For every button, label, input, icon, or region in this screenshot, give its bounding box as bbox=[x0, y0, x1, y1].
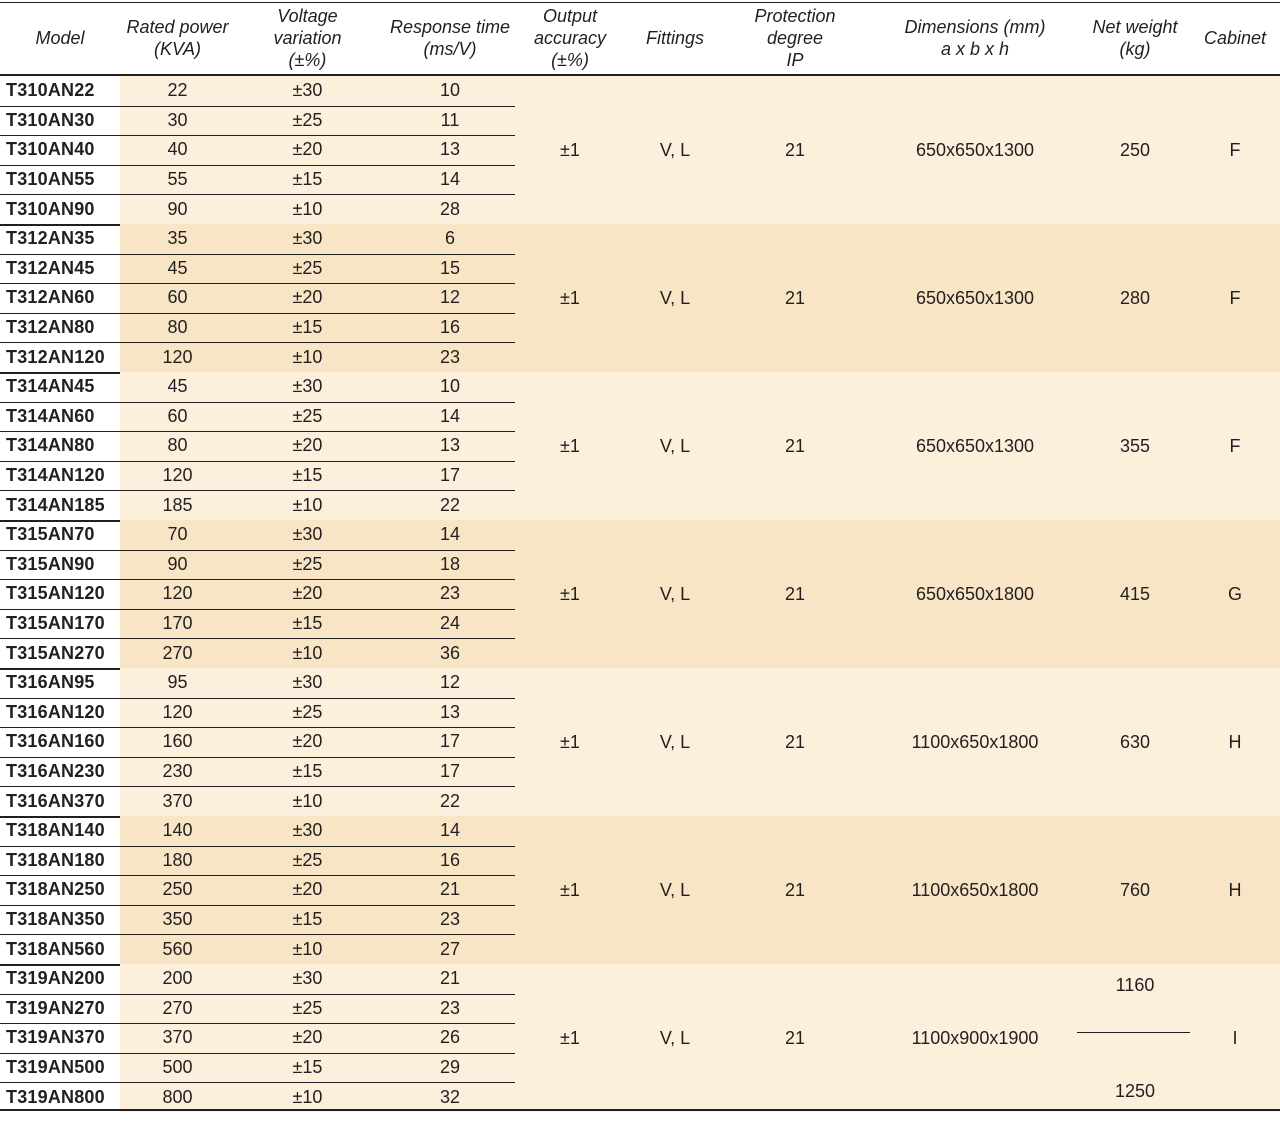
ip-cell: 21 bbox=[784, 731, 806, 752]
fittings-cell: V, L bbox=[659, 879, 691, 900]
power-cell: 40 bbox=[167, 139, 188, 160]
power-cell: 90 bbox=[167, 198, 188, 219]
weight-cell: 280 bbox=[1119, 287, 1151, 308]
response-cell: 23 bbox=[439, 909, 461, 930]
response-cell: 14 bbox=[439, 169, 461, 190]
ip-cell: 21 bbox=[784, 139, 806, 160]
model-cell: T310AN90 bbox=[6, 198, 95, 219]
header-voltage-line: variation bbox=[273, 27, 342, 48]
voltage-cell: ±25 bbox=[292, 997, 323, 1018]
ip-cell: 21 bbox=[784, 287, 806, 308]
voltage-cell: ±15 bbox=[292, 169, 323, 190]
voltage-cell: ±30 bbox=[292, 524, 323, 545]
header-ip-line: IP bbox=[786, 49, 804, 70]
power-cell: 120 bbox=[162, 346, 193, 367]
voltage-cell: ±25 bbox=[292, 109, 323, 130]
accuracy-cell: ±1 bbox=[560, 139, 580, 160]
header-power-line: Rated power bbox=[126, 16, 229, 37]
model-cell: T310AN55 bbox=[6, 169, 95, 190]
voltage-cell: ±30 bbox=[292, 228, 323, 249]
fittings-cell: V, L bbox=[659, 1027, 691, 1048]
response-cell: 14 bbox=[439, 405, 461, 426]
response-cell: 21 bbox=[439, 968, 461, 989]
dims-cell: 1100x650x1800 bbox=[911, 879, 1039, 900]
accuracy-cell: ±1 bbox=[560, 287, 580, 308]
voltage-cell: ±10 bbox=[292, 198, 323, 219]
model-cell: T316AN230 bbox=[6, 761, 105, 782]
model-cell: T319AN200 bbox=[6, 968, 105, 989]
power-cell: 55 bbox=[167, 169, 188, 190]
power-cell: 60 bbox=[167, 287, 188, 308]
accuracy-cell: ±1 bbox=[560, 731, 580, 752]
power-cell: 230 bbox=[162, 761, 193, 782]
model-cell: T318AN140 bbox=[6, 820, 105, 841]
model-cell: T310AN40 bbox=[6, 139, 95, 160]
voltage-cell: ±10 bbox=[292, 938, 323, 959]
header-power bbox=[120, 0, 235, 75]
header-ip bbox=[725, 0, 865, 75]
table-bottom-rule bbox=[0, 1109, 1280, 1111]
voltage-cell: ±15 bbox=[292, 761, 323, 782]
model-cell: T312AN80 bbox=[6, 317, 95, 338]
power-cell: 270 bbox=[162, 642, 193, 663]
header-weight-line: (kg) bbox=[1119, 38, 1151, 59]
model-cell: T312AN120 bbox=[6, 346, 105, 367]
header-voltage-text bbox=[273, 5, 341, 71]
voltage-cell: ±20 bbox=[292, 139, 323, 160]
response-cell: 23 bbox=[439, 346, 461, 367]
voltage-cell: ±25 bbox=[292, 405, 323, 426]
fittings-cell: V, L bbox=[659, 287, 691, 308]
weight-cell: 1160 bbox=[1115, 974, 1155, 995]
model-cell: T319AN800 bbox=[6, 1086, 105, 1107]
voltage-cell: ±10 bbox=[292, 346, 323, 367]
ip-cell: 21 bbox=[784, 435, 806, 456]
power-cell: 45 bbox=[167, 257, 188, 278]
response-cell: 12 bbox=[439, 287, 461, 308]
model-cell: T310AN30 bbox=[6, 109, 95, 130]
power-cell: 95 bbox=[167, 672, 188, 693]
power-cell: 500 bbox=[162, 1057, 193, 1078]
header-cabinet-text bbox=[1204, 27, 1266, 49]
power-cell: 22 bbox=[167, 80, 188, 101]
header-weight-text bbox=[1092, 16, 1177, 60]
header-model bbox=[0, 0, 120, 75]
model-cell: T314AN185 bbox=[6, 494, 105, 515]
model-cell: T314AN60 bbox=[6, 405, 95, 426]
model-cell: T314AN45 bbox=[6, 376, 95, 397]
header-response-line: (ms/V) bbox=[423, 38, 477, 59]
response-cell: 13 bbox=[439, 139, 461, 160]
power-cell: 180 bbox=[162, 849, 193, 870]
fittings-cell: V, L bbox=[659, 583, 691, 604]
response-cell: 11 bbox=[440, 109, 460, 130]
dims-cell: 650x650x1300 bbox=[915, 287, 1035, 308]
response-cell: 6 bbox=[444, 228, 455, 249]
response-cell: 18 bbox=[439, 553, 461, 574]
voltage-cell: ±10 bbox=[292, 494, 323, 515]
response-cell: 32 bbox=[439, 1086, 461, 1107]
power-cell: 120 bbox=[162, 701, 193, 722]
cabinet-cell: F bbox=[1229, 139, 1241, 160]
voltage-cell: ±25 bbox=[292, 849, 323, 870]
voltage-cell: ±10 bbox=[292, 790, 323, 811]
voltage-cell: ±20 bbox=[292, 583, 323, 604]
dims-cell: 650x650x1300 bbox=[915, 435, 1035, 456]
header-response-line: Response time bbox=[389, 16, 511, 37]
cabinet-cell: F bbox=[1229, 435, 1241, 456]
power-cell: 270 bbox=[162, 997, 193, 1018]
response-cell: 16 bbox=[439, 317, 461, 338]
model-cell: T315AN170 bbox=[6, 613, 105, 634]
voltage-cell: ±25 bbox=[292, 553, 323, 574]
accuracy-cell: ±1 bbox=[560, 879, 580, 900]
model-cell: T315AN90 bbox=[6, 553, 95, 574]
weight-cell: 415 bbox=[1119, 583, 1151, 604]
voltage-cell: ±15 bbox=[292, 317, 323, 338]
header-ip-text bbox=[725, 5, 865, 71]
power-cell: 80 bbox=[167, 435, 188, 456]
model-cell: T312AN45 bbox=[6, 257, 95, 278]
response-cell: 24 bbox=[439, 613, 461, 634]
response-cell: 17 bbox=[439, 761, 461, 782]
weight-cell: 760 bbox=[1119, 879, 1151, 900]
voltage-cell: ±20 bbox=[292, 731, 323, 752]
power-cell: 120 bbox=[162, 583, 193, 604]
power-cell: 35 bbox=[167, 228, 188, 249]
voltage-cell: ±30 bbox=[292, 968, 323, 989]
model-cell: T319AN370 bbox=[6, 1027, 105, 1048]
power-cell: 45 bbox=[167, 376, 188, 397]
response-cell: 12 bbox=[439, 672, 461, 693]
header-dims-line: Dimensions (mm) bbox=[904, 16, 1046, 37]
power-cell: 185 bbox=[162, 494, 193, 515]
response-cell: 36 bbox=[439, 642, 461, 663]
header-accuracy-line: (±%) bbox=[551, 49, 589, 70]
weight-cell: 355 bbox=[1119, 435, 1151, 456]
header-dims-line: a x b x h bbox=[940, 38, 1010, 59]
voltage-cell: ±10 bbox=[292, 1086, 323, 1107]
model-cell: T310AN22 bbox=[6, 80, 95, 101]
model-cell: T316AN160 bbox=[6, 731, 105, 752]
weight-split-rule bbox=[1077, 1032, 1190, 1033]
header-power-line: (KVA) bbox=[153, 38, 201, 59]
accuracy-cell: ±1 bbox=[560, 435, 580, 456]
model-cell: T312AN60 bbox=[6, 287, 95, 308]
header-response bbox=[385, 0, 515, 75]
power-cell: 120 bbox=[162, 465, 193, 486]
header-accuracy bbox=[515, 0, 625, 75]
power-cell: 200 bbox=[162, 968, 193, 989]
voltage-cell: ±15 bbox=[292, 1057, 323, 1078]
power-cell: 170 bbox=[162, 613, 193, 634]
cabinet-cell: G bbox=[1227, 583, 1242, 604]
dims-cell: 1100x900x1900 bbox=[911, 1027, 1039, 1048]
ip-cell: 21 bbox=[784, 1027, 806, 1048]
response-cell: 10 bbox=[439, 376, 461, 397]
header-dims bbox=[870, 0, 1080, 75]
response-cell: 22 bbox=[439, 494, 461, 515]
power-cell: 60 bbox=[167, 405, 188, 426]
voltage-cell: ±20 bbox=[292, 1027, 323, 1048]
voltage-cell: ±20 bbox=[292, 287, 323, 308]
voltage-cell: ±25 bbox=[292, 257, 323, 278]
weight-cell: 250 bbox=[1119, 139, 1151, 160]
weight-cell: 630 bbox=[1119, 731, 1151, 752]
response-cell: 16 bbox=[439, 849, 461, 870]
model-cell: T319AN270 bbox=[6, 997, 105, 1018]
model-cell: T315AN270 bbox=[6, 642, 105, 663]
model-cell: T318AN250 bbox=[6, 879, 105, 900]
response-cell: 13 bbox=[439, 701, 461, 722]
response-cell: 17 bbox=[439, 731, 461, 752]
power-cell: 70 bbox=[167, 524, 188, 545]
response-cell: 21 bbox=[439, 879, 461, 900]
dims-cell: 650x650x1800 bbox=[915, 583, 1035, 604]
header-accuracy-line: Output bbox=[542, 5, 598, 26]
header-fittings-text bbox=[646, 27, 704, 49]
accuracy-cell: ±1 bbox=[560, 583, 580, 604]
power-cell: 370 bbox=[162, 790, 193, 811]
power-cell: 80 bbox=[167, 317, 188, 338]
model-cell: T316AN370 bbox=[6, 790, 105, 811]
response-cell: 28 bbox=[439, 198, 461, 219]
dims-cell: 1100x650x1800 bbox=[911, 731, 1039, 752]
power-cell: 350 bbox=[162, 909, 193, 930]
header-cabinet-line: Cabinet bbox=[1203, 27, 1267, 48]
response-cell: 17 bbox=[439, 465, 461, 486]
voltage-cell: ±15 bbox=[292, 909, 323, 930]
header-fittings bbox=[625, 0, 725, 75]
model-cell: T315AN120 bbox=[6, 583, 105, 604]
header-ip-line: Protection degree bbox=[754, 5, 836, 48]
response-cell: 10 bbox=[439, 80, 461, 101]
header-dims-text bbox=[904, 16, 1045, 60]
header-voltage-line: Voltage bbox=[277, 5, 338, 26]
model-cell: T318AN180 bbox=[6, 849, 105, 870]
voltage-cell: ±20 bbox=[292, 435, 323, 456]
power-cell: 800 bbox=[162, 1086, 193, 1107]
model-cell: T314AN120 bbox=[6, 465, 105, 486]
power-cell: 90 bbox=[167, 553, 188, 574]
power-cell: 370 bbox=[162, 1027, 193, 1048]
response-cell: 26 bbox=[439, 1027, 461, 1048]
dims-cell: 650x650x1300 bbox=[915, 139, 1035, 160]
cabinet-cell: F bbox=[1229, 287, 1241, 308]
header-accuracy-text bbox=[534, 5, 606, 71]
response-cell: 14 bbox=[439, 820, 461, 841]
model-cell: T316AN95 bbox=[6, 672, 95, 693]
header-power-text bbox=[126, 16, 228, 60]
model-cell: T314AN80 bbox=[6, 435, 95, 456]
header-model-line: Model bbox=[35, 27, 85, 48]
power-cell: 160 bbox=[162, 731, 193, 752]
header-weight bbox=[1080, 0, 1190, 75]
voltage-cell: ±10 bbox=[292, 642, 323, 663]
power-cell: 30 bbox=[167, 109, 188, 130]
ip-cell: 21 bbox=[784, 583, 806, 604]
model-cell: T316AN120 bbox=[6, 701, 105, 722]
header-fittings-line: Fittings bbox=[645, 27, 705, 48]
response-cell: 15 bbox=[439, 257, 461, 278]
model-cell: T312AN35 bbox=[6, 228, 95, 249]
fittings-cell: V, L bbox=[659, 139, 691, 160]
voltage-cell: ±30 bbox=[292, 376, 323, 397]
voltage-cell: ±15 bbox=[292, 465, 323, 486]
model-cell: T318AN560 bbox=[6, 938, 105, 959]
model-cell: T315AN70 bbox=[6, 524, 95, 545]
response-cell: 23 bbox=[439, 997, 461, 1018]
header-voltage bbox=[245, 0, 370, 75]
response-cell: 22 bbox=[439, 790, 461, 811]
header-response-text bbox=[390, 16, 510, 60]
voltage-cell: ±30 bbox=[292, 80, 323, 101]
ip-cell: 21 bbox=[784, 879, 806, 900]
cabinet-cell: H bbox=[1228, 879, 1242, 900]
header-cabinet bbox=[1190, 0, 1280, 75]
header-weight-line: Net weight bbox=[1092, 16, 1178, 37]
voltage-cell: ±30 bbox=[292, 820, 323, 841]
power-cell: 140 bbox=[162, 820, 193, 841]
response-cell: 14 bbox=[439, 524, 461, 545]
header-accuracy-line: accuracy bbox=[533, 27, 607, 48]
response-cell: 29 bbox=[439, 1057, 461, 1078]
response-cell: 23 bbox=[439, 583, 461, 604]
voltage-cell: ±20 bbox=[292, 879, 323, 900]
voltage-cell: ±25 bbox=[292, 701, 323, 722]
power-cell: 250 bbox=[162, 879, 193, 900]
accuracy-cell: ±1 bbox=[560, 1027, 580, 1048]
model-cell: T318AN350 bbox=[6, 909, 105, 930]
response-cell: 13 bbox=[439, 435, 461, 456]
weight-cell: 1250 bbox=[1114, 1080, 1156, 1101]
cabinet-cell: I bbox=[1232, 1027, 1238, 1048]
fittings-cell: V, L bbox=[659, 731, 691, 752]
fittings-cell: V, L bbox=[659, 435, 691, 456]
cabinet-cell: H bbox=[1228, 731, 1242, 752]
power-cell: 560 bbox=[162, 938, 193, 959]
response-cell: 27 bbox=[439, 938, 461, 959]
header-voltage-line: (±%) bbox=[288, 49, 327, 70]
voltage-cell: ±15 bbox=[292, 613, 323, 634]
header-model-text bbox=[35, 27, 84, 49]
voltage-cell: ±30 bbox=[292, 672, 323, 693]
model-cell: T319AN500 bbox=[6, 1057, 105, 1078]
